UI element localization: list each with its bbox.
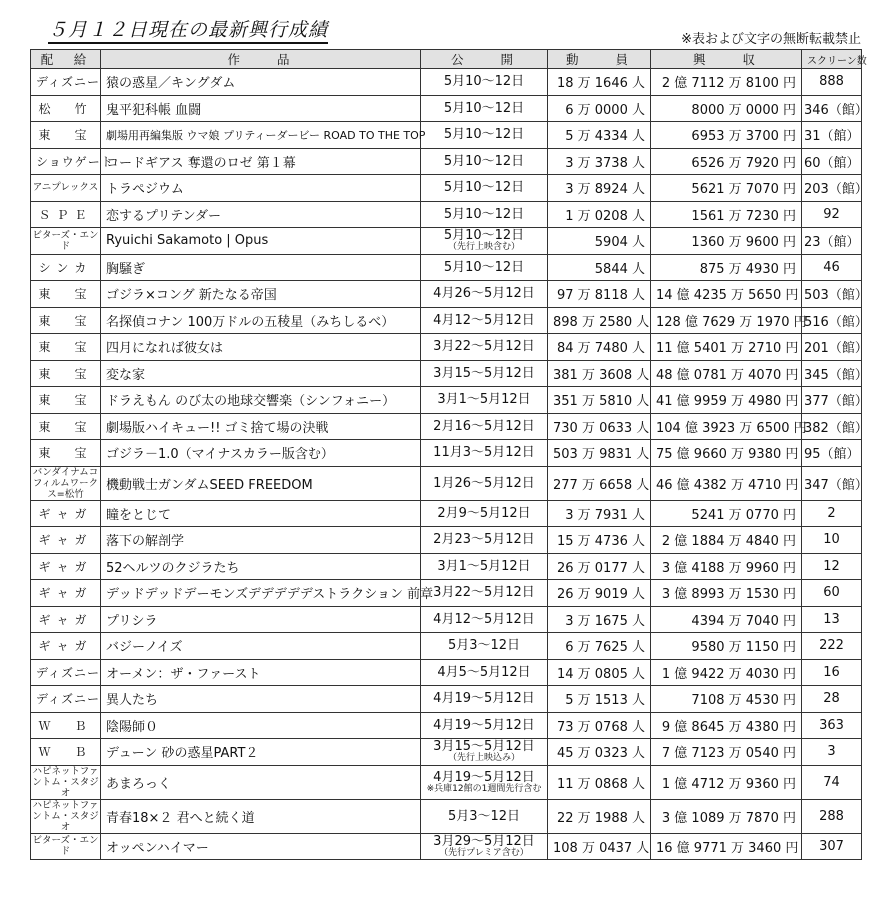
- distributor-cell: 松 竹: [31, 95, 101, 122]
- admissions-cell: 26 万 9019 人: [548, 580, 651, 607]
- gross-cell: 8000 万 0000 円: [651, 95, 802, 122]
- admissions-cell: 5904 人: [548, 228, 651, 255]
- release-period-cell: 5月10～12日: [421, 95, 548, 122]
- admissions-cell: 3 万 7931 人: [548, 500, 651, 527]
- screens-cell: 60: [802, 580, 862, 607]
- gross-cell: 104 億 3923 万 6500 円: [651, 413, 802, 440]
- title-cell: バジーノイズ: [101, 633, 421, 660]
- title-cell: 鬼平犯科帳 血闘: [101, 95, 421, 122]
- table-row: [31, 659, 862, 686]
- title-cell: 青春18×２ 君へと続く道: [101, 799, 421, 833]
- distributor-cell: 東 宝: [31, 334, 101, 361]
- header-release: 公 開: [421, 50, 548, 69]
- release-note: （先行上映込み）: [447, 753, 520, 764]
- admissions-cell: 6 万 7625 人: [548, 633, 651, 660]
- table-row: [31, 500, 862, 527]
- admissions-cell: 351 万 5810 人: [548, 387, 651, 414]
- release-period-cell: 5月10～12日 （先行上映含む）: [421, 228, 548, 255]
- header-title: 作 品: [101, 50, 421, 69]
- screens-cell: 382（館）: [802, 413, 862, 440]
- distributor-cell: ギャガ: [31, 633, 101, 660]
- distributor-cell: Ｗ Ｂ: [31, 739, 101, 766]
- distributor-cell: ギャガ: [31, 606, 101, 633]
- table-row: [31, 633, 862, 660]
- screens-cell: 201（館）: [802, 334, 862, 361]
- screens-cell: 888: [802, 69, 862, 96]
- screens-cell: 74: [802, 765, 862, 799]
- distributor-cell: 東 宝: [31, 387, 101, 414]
- admissions-cell: 277 万 6658 人: [548, 466, 651, 500]
- release-period-cell: 3月15～5月12日: [421, 360, 548, 387]
- release-period-cell: 5月10～12日: [421, 201, 548, 228]
- title-cell: 瞳をとじて: [101, 500, 421, 527]
- screens-cell: 288: [802, 799, 862, 833]
- page-title: ５月１２日現在の最新興行成績: [48, 18, 328, 44]
- screens-cell: 363: [802, 712, 862, 739]
- table-row: [31, 307, 862, 334]
- admissions-cell: 5 万 4334 人: [548, 122, 651, 149]
- screens-cell: 28: [802, 686, 862, 713]
- release-period-cell: 5月3～12日: [421, 799, 548, 833]
- gross-cell: 1360 万 9600 円: [651, 228, 802, 255]
- distributor-cell: ギャガ: [31, 500, 101, 527]
- title-cell: ゴジラ×コング 新たなる帝国: [101, 281, 421, 308]
- title-cell: 異人たち: [101, 686, 421, 713]
- title-cell: 猿の惑星／キングダム: [101, 69, 421, 96]
- release-period-cell: 3月22～5月12日: [421, 580, 548, 607]
- title-cell: トラペジウム: [101, 175, 421, 202]
- distributor-cell: ビターズ・エンド: [31, 228, 101, 255]
- header-screens: スクリーン数: [802, 50, 862, 69]
- title-cell: 機動戦士ガンダムSEED FREEDOM: [101, 466, 421, 500]
- screens-cell: 516（館）: [802, 307, 862, 334]
- screens-cell: 60（館）: [802, 148, 862, 175]
- header-distributor: 配 給: [31, 50, 101, 69]
- admissions-cell: 898 万 2580 人: [548, 307, 651, 334]
- admissions-cell: 3 万 8924 人: [548, 175, 651, 202]
- gross-cell: 3 億 8993 万 1530 円: [651, 580, 802, 607]
- screens-cell: 92: [802, 201, 862, 228]
- distributor-cell: 東 宝: [31, 413, 101, 440]
- release-period-cell: 3月1～5月12日: [421, 553, 548, 580]
- release-period-cell: 5月10～12日: [421, 175, 548, 202]
- distributor-cell: 東 宝: [31, 360, 101, 387]
- release-period-cell: 5月10～12日: [421, 148, 548, 175]
- table-row: [31, 553, 862, 580]
- gross-cell: 75 億 9660 万 9380 円: [651, 440, 802, 467]
- distributor-cell: ギャガ: [31, 527, 101, 554]
- table-row: [31, 201, 862, 228]
- admissions-cell: 503 万 9831 人: [548, 440, 651, 467]
- table-row: [31, 799, 862, 833]
- gross-cell: 3 億 1089 万 7870 円: [651, 799, 802, 833]
- admissions-cell: 84 万 7480 人: [548, 334, 651, 361]
- screens-cell: 307: [802, 833, 862, 860]
- table-row: [31, 387, 862, 414]
- release-period-cell: 4月19～5月12日: [421, 712, 548, 739]
- title-cell: デューン 砂の惑星PART２: [101, 739, 421, 766]
- screens-cell: 10: [802, 527, 862, 554]
- gross-cell: 2 億 7112 万 8100 円: [651, 69, 802, 96]
- distributor-cell: シンカ: [31, 254, 101, 281]
- gross-cell: 3 億 4188 万 9960 円: [651, 553, 802, 580]
- table-header-row: [31, 50, 862, 69]
- distributor-cell: ディズニー: [31, 659, 101, 686]
- table-row: [31, 95, 862, 122]
- title-cell: 劇場用再編集版 ウマ娘 プリティーダービー ROAD TO THE TOP: [101, 122, 421, 149]
- screens-cell: 345（館）: [802, 360, 862, 387]
- release-period-cell: 1月26～5月12日: [421, 466, 548, 500]
- gross-cell: 6526 万 7920 円: [651, 148, 802, 175]
- distributor-cell: 東 宝: [31, 281, 101, 308]
- title-cell: 名探偵コナン 100万ドルの五稜星（みちしるべ）: [101, 307, 421, 334]
- table-row: [31, 466, 862, 500]
- title-cell: 恋するプリテンダー: [101, 201, 421, 228]
- release-period-cell: 2月9～5月12日: [421, 500, 548, 527]
- release-period-cell: 11月3～5月12日: [421, 440, 548, 467]
- admissions-cell: 6 万 0000 人: [548, 95, 651, 122]
- distributor-cell: ディズニー: [31, 686, 101, 713]
- admissions-cell: 45 万 0323 人: [548, 739, 651, 766]
- gross-cell: 5241 万 0770 円: [651, 500, 802, 527]
- copyright-note: ※表および文字の無断転載禁止: [681, 32, 861, 47]
- title-cell: ドラえもん のび太の地球交響楽（シンフォニー）: [101, 387, 421, 414]
- gross-cell: 6953 万 3700 円: [651, 122, 802, 149]
- title-cell: 変な家: [101, 360, 421, 387]
- title-cell: 劇場版ハイキュー!! ゴミ捨て場の決戦: [101, 413, 421, 440]
- header-admissions: 動 員: [548, 50, 651, 69]
- gross-cell: 2 億 1884 万 4840 円: [651, 527, 802, 554]
- screens-cell: 347（館）: [802, 466, 862, 500]
- screens-cell: 346（館）: [802, 95, 862, 122]
- release-period-cell: 3月29～5月12日 （先行プレミア含む）: [421, 833, 548, 860]
- table-row: [31, 254, 862, 281]
- distributor-cell: アニプレックス: [31, 175, 101, 202]
- distributor-cell: Ｗ Ｂ: [31, 712, 101, 739]
- table-row: [31, 360, 862, 387]
- screens-cell: 31（館）: [802, 122, 862, 149]
- gross-cell: 46 億 4382 万 4710 円: [651, 466, 802, 500]
- screens-cell: 46: [802, 254, 862, 281]
- table-row: [31, 413, 862, 440]
- gross-cell: 16 億 9771 万 3460 円: [651, 833, 802, 860]
- gross-cell: 48 億 0781 万 4070 円: [651, 360, 802, 387]
- title-cell: 陰陽師０: [101, 712, 421, 739]
- distributor-cell: 東 宝: [31, 440, 101, 467]
- title-cell: コードギアス 奪還のロゼ 第１幕: [101, 148, 421, 175]
- screens-cell: 503（館）: [802, 281, 862, 308]
- release-period-cell: 2月16～5月12日: [421, 413, 548, 440]
- gross-cell: 11 億 5401 万 2710 円: [651, 334, 802, 361]
- table-row: [31, 69, 862, 96]
- title-cell: オーメン：ザ・ファースト: [101, 659, 421, 686]
- distributor-cell: ギャガ: [31, 580, 101, 607]
- screens-cell: 3: [802, 739, 862, 766]
- table-row: [31, 334, 862, 361]
- distributor-cell: 東 宝: [31, 122, 101, 149]
- table-row: [31, 686, 862, 713]
- admissions-cell: 73 万 0768 人: [548, 712, 651, 739]
- admissions-cell: 5 万 1513 人: [548, 686, 651, 713]
- box-office-table: [30, 49, 868, 860]
- gross-cell: 1561 万 7230 円: [651, 201, 802, 228]
- admissions-cell: 5844 人: [548, 254, 651, 281]
- table-row: [31, 527, 862, 554]
- screens-cell: 16: [802, 659, 862, 686]
- admissions-cell: 26 万 0177 人: [548, 553, 651, 580]
- release-period-cell: 5月10～12日: [421, 69, 548, 96]
- table-row: [31, 175, 862, 202]
- release-period-cell: 4月19～5月12日 ※兵庫12館の1週間先行含む: [421, 765, 548, 799]
- screens-cell: 2: [802, 500, 862, 527]
- distributor-cell: バンダイナムコフィルムワークス=松竹: [31, 466, 101, 500]
- distributor-cell: ショウゲート: [31, 148, 101, 175]
- gross-cell: 7 億 7123 万 0540 円: [651, 739, 802, 766]
- release-period-cell: 3月15～5月12日 （先行上映込み）: [421, 739, 548, 766]
- gross-cell: 9580 万 1150 円: [651, 633, 802, 660]
- distributor-cell: 東 宝: [31, 307, 101, 334]
- release-period-cell: 4月12～5月12日: [421, 307, 548, 334]
- distributor-cell: ハピネットファントム・スタジオ: [32, 799, 99, 833]
- gross-cell: 128 億 7629 万 1970 円: [651, 307, 802, 334]
- screens-cell: 203（館）: [802, 175, 862, 202]
- release-note: （先行上映含む）: [447, 242, 520, 253]
- table-row: [31, 122, 862, 149]
- admissions-cell: 730 万 0633 人: [548, 413, 651, 440]
- distributor-cell: ビターズ・エンド: [31, 833, 101, 860]
- gross-cell: 41 億 9959 万 4980 円: [651, 387, 802, 414]
- title-cell: 胸騒ぎ: [101, 254, 421, 281]
- gross-cell: 1 億 4712 万 9360 円: [651, 765, 802, 799]
- release-period-cell: 4月12～5月12日: [421, 606, 548, 633]
- admissions-cell: 3 万 1675 人: [548, 606, 651, 633]
- distributor-cell: ギャガ: [31, 553, 101, 580]
- title-cell: 52ヘルツのクジラたち: [101, 553, 421, 580]
- header-gross: 興 収: [651, 50, 802, 69]
- table-row: [31, 833, 862, 860]
- gross-cell: 9 億 8645 万 4380 円: [651, 712, 802, 739]
- release-period-cell: 4月5～5月12日: [421, 659, 548, 686]
- admissions-cell: 97 万 8118 人: [548, 281, 651, 308]
- title-cell: Ryuichi Sakamoto | Opus: [101, 228, 421, 255]
- table-row: [31, 281, 862, 308]
- screens-cell: 377（館）: [802, 387, 862, 414]
- release-period-cell: 5月10～12日: [421, 254, 548, 281]
- gross-cell: 4394 万 7040 円: [651, 606, 802, 633]
- admissions-cell: 108 万 0437 人: [548, 833, 651, 860]
- admissions-cell: 3 万 3738 人: [548, 148, 651, 175]
- admissions-cell: 381 万 3608 人: [548, 360, 651, 387]
- table-row: [31, 440, 862, 467]
- distributor-cell: ハピネットファントム・スタジオ: [32, 765, 99, 799]
- screens-cell: 95（館）: [802, 440, 862, 467]
- admissions-cell: 11 万 0868 人: [548, 765, 651, 799]
- screens-cell: 12: [802, 553, 862, 580]
- title-cell: あまろっく: [101, 765, 421, 799]
- screens-cell: 222: [802, 633, 862, 660]
- admissions-cell: 22 万 1988 人: [548, 799, 651, 833]
- table-row: [31, 606, 862, 633]
- gross-cell: 5621 万 7070 円: [651, 175, 802, 202]
- release-period-cell: 5月10～12日: [421, 122, 548, 149]
- title-cell: ゴジラ－1.0（マイナスカラー版含む）: [101, 440, 421, 467]
- title-cell: プリシラ: [101, 606, 421, 633]
- gross-cell: 1 億 9422 万 4030 円: [651, 659, 802, 686]
- title-cell: 落下の解剖学: [101, 527, 421, 554]
- release-period-cell: 3月22～5月12日: [421, 334, 548, 361]
- gross-cell: 7108 万 4530 円: [651, 686, 802, 713]
- gross-cell: 875 万 4930 円: [651, 254, 802, 281]
- admissions-cell: 1 万 0208 人: [548, 201, 651, 228]
- admissions-cell: 14 万 0805 人: [548, 659, 651, 686]
- title-cell: オッペンハイマー: [101, 833, 421, 860]
- release-note: ※兵庫12館の1週間先行含む: [426, 783, 542, 794]
- release-period-cell: 2月23～5月12日: [421, 527, 548, 554]
- title-cell: デッドデッドデーモンズデデデデデストラクション 前章: [101, 580, 421, 607]
- table-row: [31, 765, 862, 799]
- admissions-cell: 15 万 4736 人: [548, 527, 651, 554]
- title-cell: 四月になれば彼女は: [101, 334, 421, 361]
- distributor-cell: ディズニー: [31, 69, 101, 96]
- screens-cell: 23（館）: [802, 228, 862, 255]
- table-row: [31, 580, 862, 607]
- release-period-cell: 4月19～5月12日: [421, 686, 548, 713]
- table-row: [31, 712, 862, 739]
- release-period-cell: 5月3～12日: [421, 633, 548, 660]
- table-row: [31, 148, 862, 175]
- release-period-cell: 3月1～5月12日: [421, 387, 548, 414]
- distributor-cell: ＳＰＥ: [31, 201, 101, 228]
- table-row: [31, 739, 862, 766]
- screens-cell: 13: [802, 606, 862, 633]
- gross-cell: 14 億 4235 万 5650 円: [651, 281, 802, 308]
- release-period-cell: 4月26～5月12日: [421, 281, 548, 308]
- table-row: [31, 228, 862, 255]
- admissions-cell: 18 万 1646 人: [548, 69, 651, 96]
- release-note: （先行プレミア含む）: [439, 847, 529, 858]
